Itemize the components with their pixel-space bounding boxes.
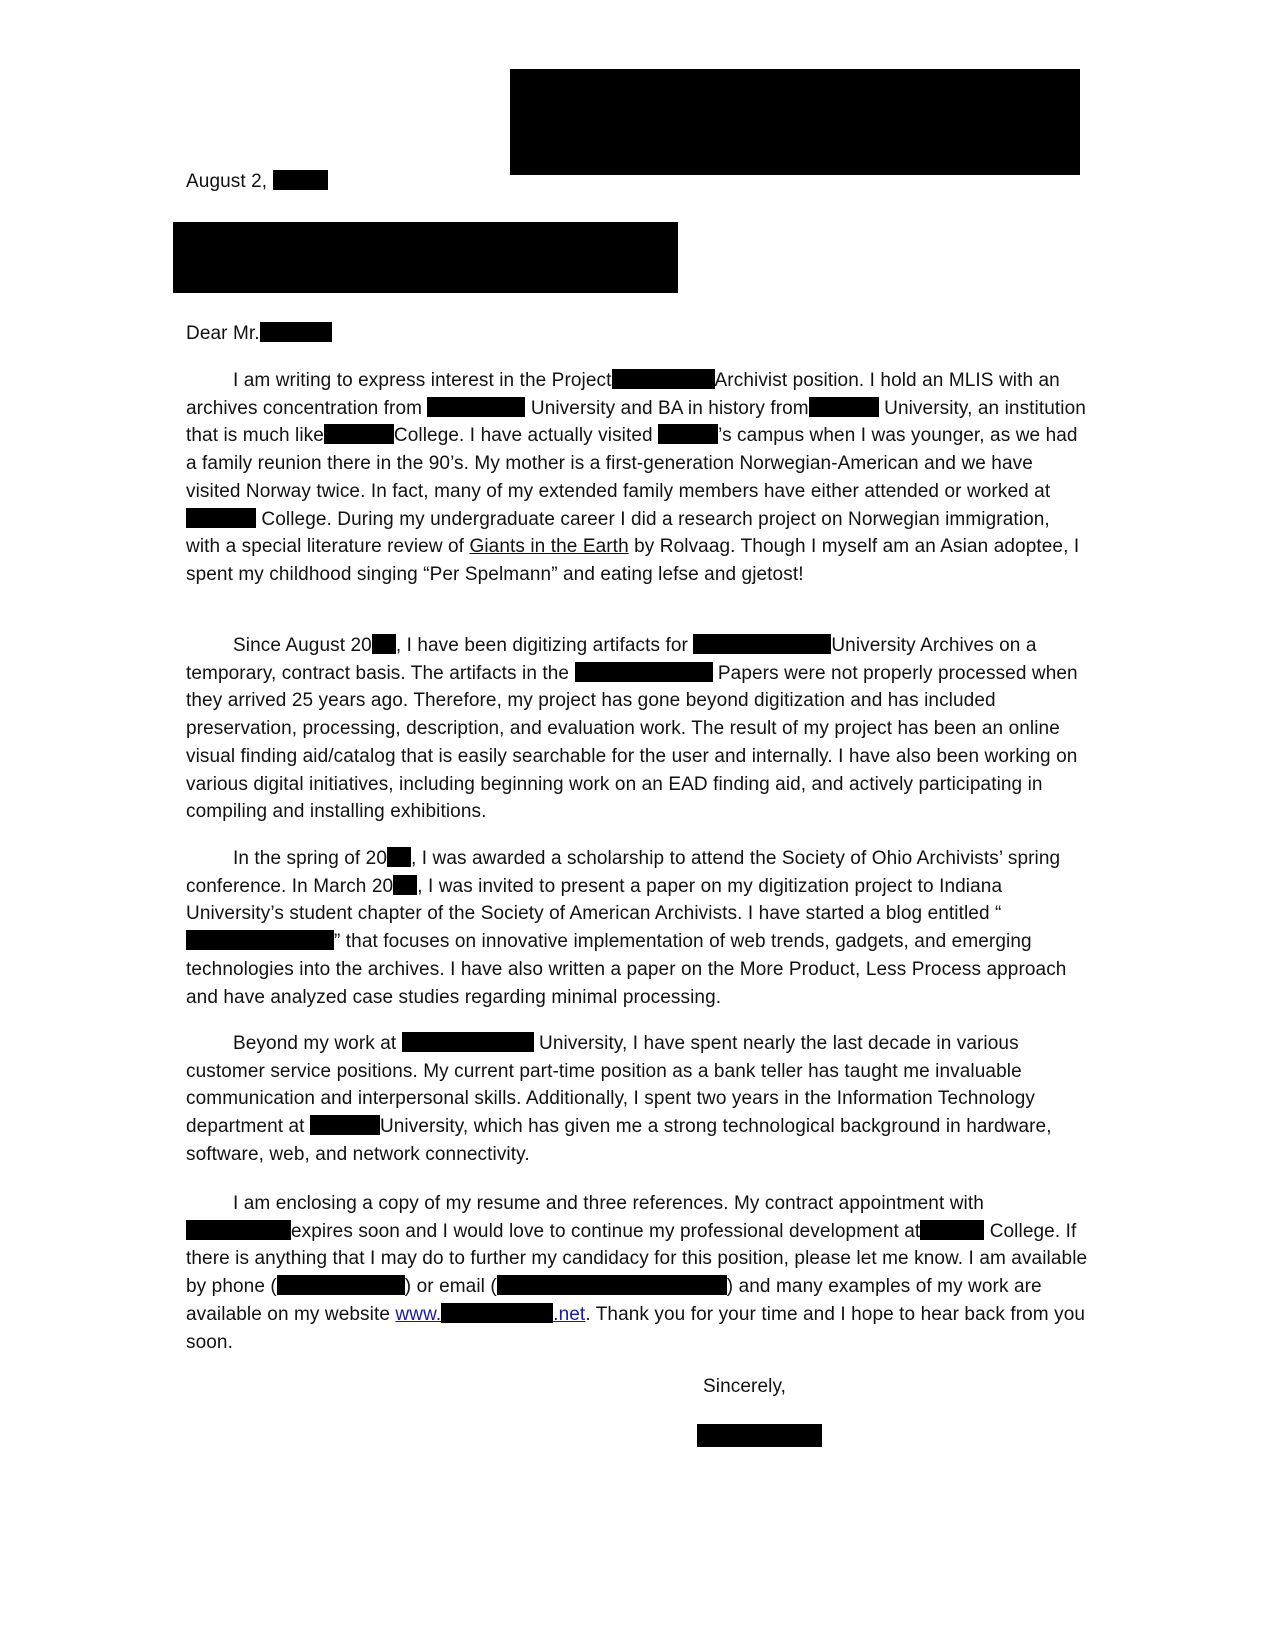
p3-text-2: , I was awarded a scholarship to attend the Society of Ohio Archivists’ spring conference. In March 20 bbox=[186, 848, 1061, 897]
redaction bbox=[402, 1032, 534, 1052]
phone-redaction bbox=[277, 1275, 405, 1295]
redaction bbox=[393, 875, 417, 895]
p2-text-3: University Archives on a temporary, contract basis. The artifacts in the bbox=[186, 635, 1037, 684]
paragraph-1 bbox=[186, 367, 1088, 589]
blog-name-redaction bbox=[186, 930, 334, 950]
p2-text-2: , I have been digitizing artifacts for bbox=[395, 635, 688, 656]
letterhead-redaction bbox=[510, 69, 1080, 175]
p5-text-2: expires soon and I would love to continue my professional development at bbox=[291, 1220, 921, 1242]
p1-text-4: University, an institution that is much like bbox=[186, 397, 1086, 447]
book-title: Giants in the Earth bbox=[469, 536, 629, 558]
p5-text-4: ) or email ( bbox=[404, 1276, 497, 1298]
date-text: August 2, bbox=[186, 171, 268, 192]
p2-text-1: Since August 20 bbox=[233, 635, 372, 656]
p3-text-4: ” that focuses on innovative implementation of web trends, gadgets, and emerging technologies into the archives. I have also written a paper on the More Product, Less Process approach and have analyzed case studies regarding minimal processing. bbox=[186, 931, 1067, 1008]
p1-text-1: I am writing to express interest in the Project bbox=[233, 370, 612, 391]
signature-redaction bbox=[697, 1424, 822, 1447]
p1-text-6: ’s campus when I was younger, as we had a family reunion there in the 90’s. My mother is a first-generation Norwegian-American and we have visited Norway twice. In fact, many of my extended family members have either attended or worked at bbox=[186, 425, 1078, 502]
p5-text-5: ) and many examples of my work are available on my website bbox=[186, 1276, 1042, 1325]
redaction bbox=[612, 369, 715, 389]
date-year-redaction bbox=[273, 170, 328, 190]
p1-text-8: by Rolvaag. Though I myself am an Asian adoptee, I spent my childhood singing “Per Spelmann” and eating lefse and gjetost! bbox=[186, 536, 1080, 585]
website-domain-redaction bbox=[441, 1303, 553, 1323]
redaction bbox=[575, 662, 713, 682]
email-redaction bbox=[497, 1275, 727, 1295]
p3-text-3: , I was invited to present a paper on my digitization project to Indiana University’s student chapter of the Society of American Archivists. I have started a blog entitled “ bbox=[186, 875, 1003, 925]
redaction bbox=[658, 424, 718, 444]
salutation-text: Dear Mr. bbox=[186, 323, 260, 344]
p5-text-3: College. If there is anything that I may do to further my candidacy for this position, please let me know. I am available by phone ( bbox=[186, 1220, 1088, 1298]
p1-text-5: College. I have actually visited bbox=[393, 425, 653, 447]
closing bbox=[703, 1376, 786, 1398]
redaction bbox=[693, 634, 831, 654]
redaction bbox=[186, 508, 256, 528]
closing-text: Sincerely, bbox=[703, 1376, 787, 1397]
redaction bbox=[809, 397, 879, 417]
letter-date bbox=[186, 170, 328, 193]
p4-text-2: University, I have spent nearly the last decade in various customer service positions. My current part-time position as a bank teller has taught me invaluable communication and interpersonal skills. Additionally, I spent two years in the Information Technology department at bbox=[186, 1033, 1036, 1138]
paragraph-5 bbox=[186, 1190, 1088, 1356]
p1-text-2: Archivist position. I hold an MLIS with an archives concentration from bbox=[186, 370, 1060, 419]
salutation bbox=[186, 322, 332, 345]
p5-text-6: . Thank you for your time and I hope to hear back from you soon. bbox=[186, 1303, 1086, 1353]
p2-text-4: Papers were not properly processed when they arrived 25 years ago. Therefore, my project has gone beyond digitization and has included preservation, processing, description, and evaluation work. The result of my project has been an online visual finding aid/catalog that is easily searchable for the user and internally. I have also been working on various digital initiatives, including beginning work on an EAD finding aid, and actively participating in compiling and installing exhibitions. bbox=[186, 662, 1078, 823]
paragraph-3 bbox=[186, 845, 1088, 1011]
website-prefix[interactable]: www. bbox=[395, 1303, 442, 1325]
recipient-address-redaction bbox=[173, 222, 678, 293]
redaction bbox=[920, 1220, 984, 1240]
redaction bbox=[310, 1115, 380, 1135]
redaction bbox=[372, 634, 396, 654]
p3-text-1: In the spring of 20 bbox=[233, 848, 388, 869]
redaction bbox=[324, 424, 394, 444]
redaction bbox=[186, 1220, 291, 1240]
paragraph-4 bbox=[186, 1030, 1088, 1169]
recipient-name-redaction bbox=[260, 322, 332, 342]
p4-text-1: Beyond my work at bbox=[233, 1033, 397, 1054]
p4-text-3: University, which has given me a strong technological background in hardware, software, web, and network connectivity. bbox=[186, 1116, 1052, 1165]
redaction bbox=[387, 847, 411, 867]
redaction bbox=[427, 397, 525, 417]
website-link[interactable] bbox=[395, 1304, 585, 1325]
p1-text-3: University and BA in history from bbox=[530, 397, 809, 419]
p5-text-1: I am enclosing a copy of my resume and three references. My contract appointment with bbox=[233, 1193, 984, 1214]
website-suffix[interactable]: .net bbox=[553, 1303, 586, 1325]
paragraph-2 bbox=[186, 632, 1088, 826]
p1-text-7: College. During my undergraduate career I did a research project on Norwegian immigration, with a special literature review of bbox=[186, 508, 1050, 558]
